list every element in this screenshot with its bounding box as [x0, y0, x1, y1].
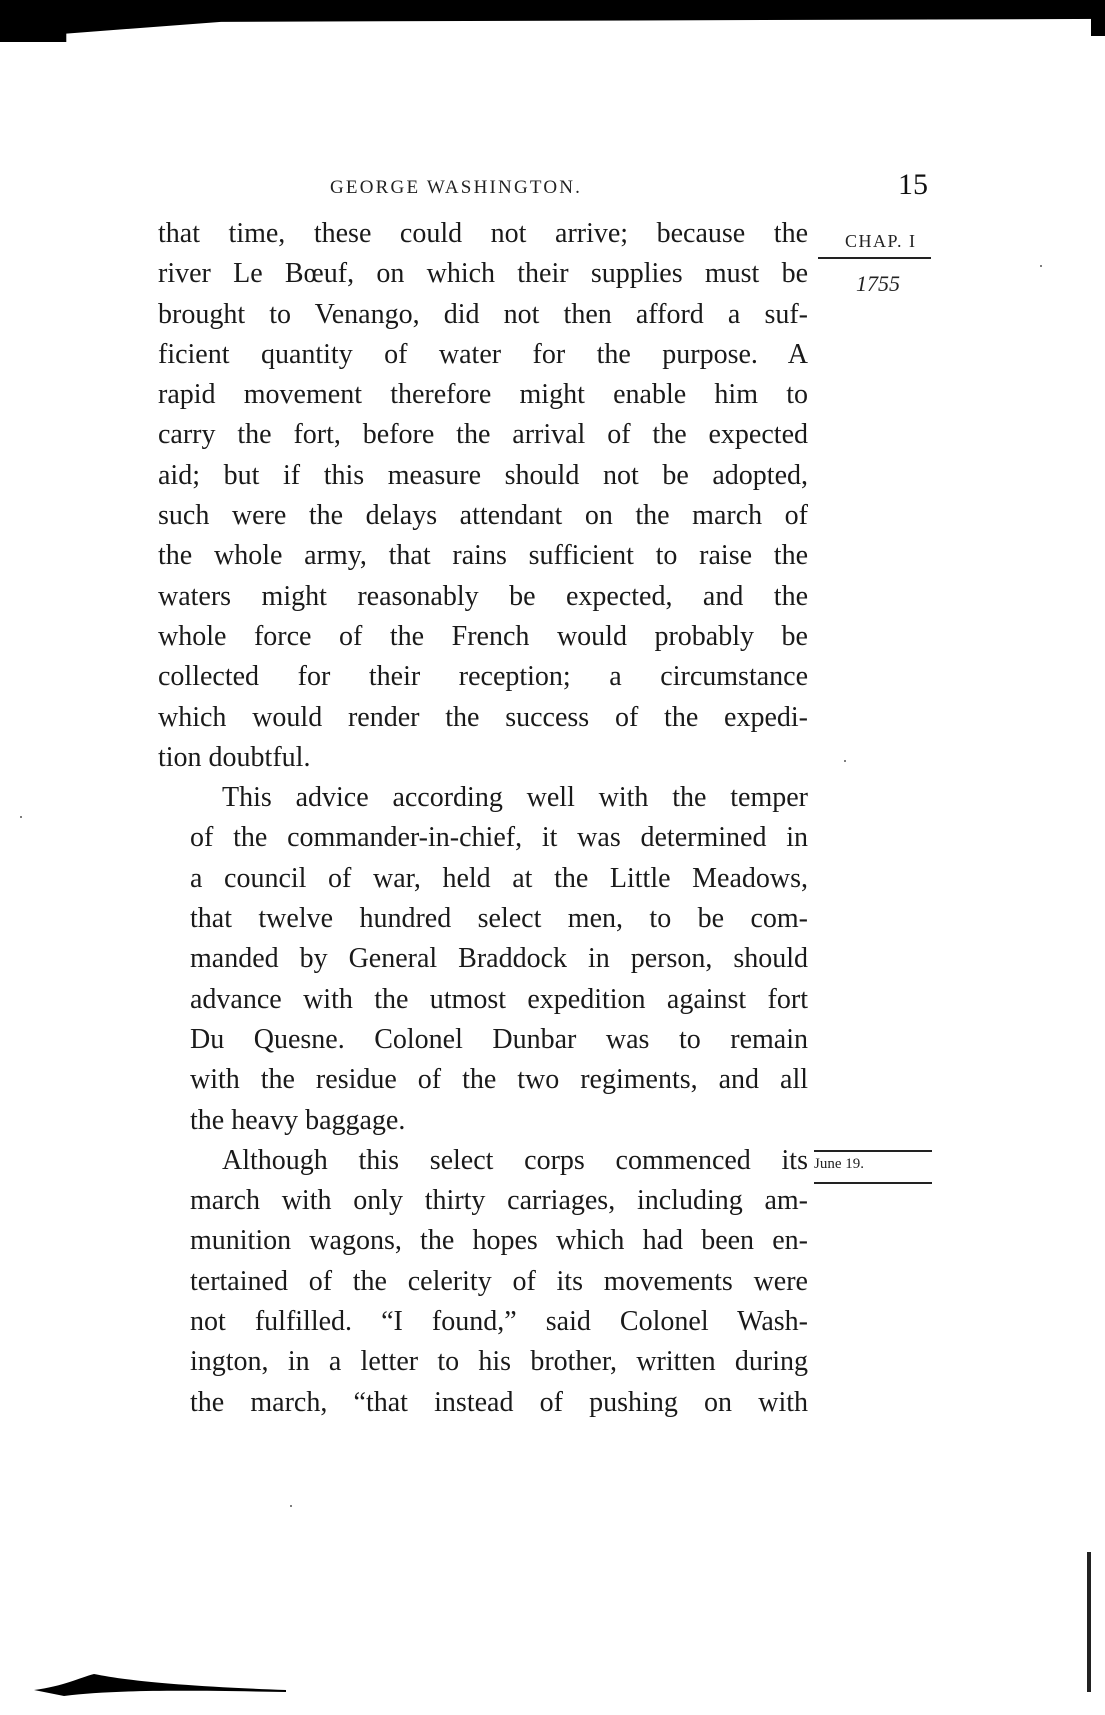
- scan-speck: [1040, 265, 1042, 267]
- text-line: This advice according well with the temper: [222, 782, 808, 814]
- text-line: advance with the utmost expedition against fort: [190, 983, 808, 1015]
- text-line: of the commander-in-chief, it was determined in: [190, 822, 808, 854]
- text-line: the whole army, that rains sufficient to raise the: [158, 540, 808, 572]
- text-line: Du Quesne. Colonel Dunbar was to remain: [190, 1023, 808, 1055]
- text-line: not fulfilled. “I found,” said Colonel Wash-: [190, 1306, 808, 1338]
- scan-speck: [290, 1505, 292, 1507]
- scan-speck: [844, 760, 846, 762]
- text-line: such were the delays attendant on the march of: [158, 500, 808, 532]
- text-line: ington, in a letter to his brother, written during: [190, 1346, 808, 1378]
- text-line: that time, these could not arrive; because the: [158, 218, 808, 249]
- text-line: manded by General Braddock in person, should: [190, 943, 808, 975]
- margin-rule-date-top: [814, 1150, 932, 1152]
- text-line: the heavy baggage.: [190, 1104, 406, 1136]
- margin-chapter-label: CHAP. I: [845, 231, 917, 251]
- text-line: munition wagons, the hopes which had been en-: [190, 1225, 808, 1257]
- paragraph-1: [158, 214, 808, 778]
- scan-edge-top: [0, 0, 1105, 42]
- text-line: which would render the success of the expedi-: [158, 701, 808, 733]
- paragraph-3: [158, 1141, 808, 1423]
- text-line: ficient quantity of water for the purpose. A: [158, 338, 808, 370]
- text-line: aid; but if this measure should not be adopted,: [158, 459, 808, 491]
- text-line: brought to Venango, did not then afford a suf-: [158, 298, 808, 330]
- margin-year: 1755: [856, 271, 900, 296]
- text-line: Although this select corps commenced its: [222, 1144, 808, 1176]
- page-number: 15: [898, 168, 928, 201]
- text-line: the march, “that instead of pushing on with: [190, 1386, 808, 1418]
- text-line: rapid movement therefore might enable him to: [158, 379, 808, 411]
- text-line: collected for their reception; a circumstance: [158, 661, 808, 693]
- text-line: tion doubtful.: [158, 741, 311, 773]
- margin-rule-date-bottom: [814, 1182, 932, 1184]
- paragraph-2: [158, 778, 808, 1141]
- text-line: carry the fort, before the arrival of the expected: [158, 419, 808, 451]
- margin-rule-chapter: [818, 257, 931, 259]
- body-text: [158, 214, 808, 1423]
- margin-date-note: June 19.: [814, 1156, 864, 1172]
- text-line: with the residue of the two regiments, and all: [190, 1064, 808, 1096]
- text-line: a council of war, held at the Little Meadows,: [190, 862, 808, 894]
- text-line: waters might reasonably be expected, and the: [158, 580, 808, 612]
- scan-mark-bottom-left: [34, 1656, 286, 1696]
- scan-mark-right-edge: [1087, 1552, 1091, 1692]
- scan-edge-right: [1091, 0, 1105, 36]
- text-line: river Le Bœuf, on which their supplies must be: [158, 258, 808, 290]
- text-line: tertained of the celerity of its movements were: [190, 1265, 808, 1297]
- text-line: whole force of the French would probably be: [158, 620, 808, 652]
- text-line: that twelve hundred select men, to be com-: [190, 903, 808, 935]
- text-line: march with only thirty carriages, including am-: [190, 1185, 808, 1217]
- scan-speck: [20, 816, 22, 818]
- running-head-title: GEORGE WASHINGTON.: [330, 177, 583, 198]
